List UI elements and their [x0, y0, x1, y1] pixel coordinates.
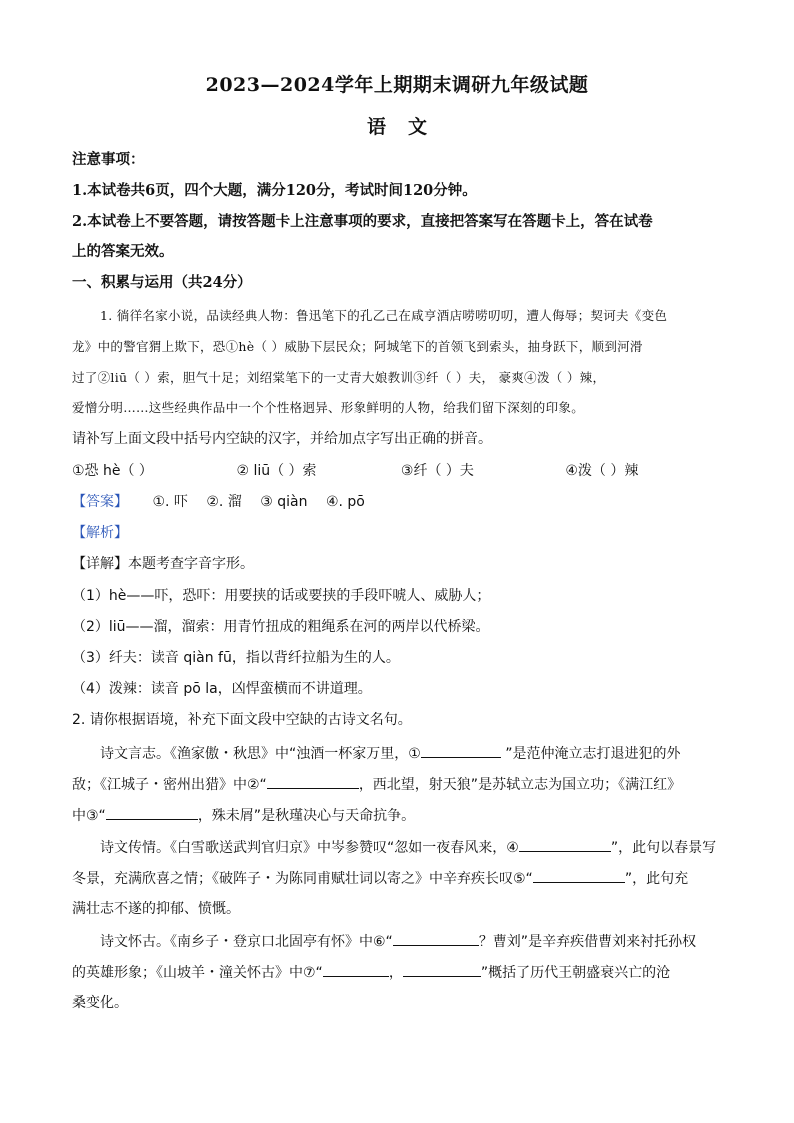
answer-2: ②. 溜: [206, 494, 242, 510]
explanation-1: （1）hè——吓，恐吓：用要挟的话或要挟的手段吓唬人、威胁人；: [72, 588, 491, 604]
q2-prompt: 2. 请你根据语境，补充下面文段中空缺的古诗文名句。: [72, 712, 412, 728]
explanation-4: （4）泼辣：读音 pō la，凶悍蛮横而不讲道理。: [72, 681, 372, 697]
blank-4: [519, 837, 611, 852]
q1-option-1: ①恐 hè（ ）: [72, 463, 153, 479]
q2-p1-line-3: 中③“ ，殊未屑”是秋瑾决心与天命抗争。: [72, 805, 732, 826]
blank-6: [393, 931, 479, 946]
subject-char-1: 语: [366, 116, 386, 138]
notes-item-2-line-2: 上的答案无效。: [72, 243, 174, 260]
blank-3: [106, 805, 198, 820]
analysis-label: 【解析】: [72, 525, 128, 541]
section-1-heading: 一、积累与运用（共24分）: [72, 274, 252, 291]
q2-p3-line-3: 桑变化。: [72, 995, 128, 1011]
blank-7b: [403, 962, 481, 977]
answer-label: 【答案】: [72, 494, 128, 510]
q2-p3-line-2: 的英雄形象；《山坡羊・潼关怀古》中⑦“ ， ”概括了历代王朝盛衰兴亡的沧: [72, 962, 732, 983]
explanation-2: （2）liū——溜，溜索：用青竹扭成的粗绳系在河的两岸以代桥梁。: [72, 619, 490, 635]
exam-title: 2023—2024学年上期期末调研九年级试题: [205, 74, 589, 96]
q2-p1-line-2: 敌；《江城子・密州出猎》中②“ ，西北望，射天狼”是苏轼立志为国立功；《满江红》: [72, 774, 732, 795]
q1-option-3: ③纤（ ）夫: [400, 463, 474, 479]
q2-p2-line-1: 诗文传情。《白雪歌送武判官归京》中岑参赞叹“忽如一夜春风来，④ ”，此句以春景写: [100, 837, 760, 858]
notes-item-2-line-1: 2.本试卷上不要答题，请按答题卡上注意事项的要求，直接把答案写在答题卡上，答在试卷: [72, 213, 653, 230]
q1-options: [72, 461, 732, 481]
q1-option-2: ② liū（ ）索: [236, 463, 317, 479]
q2-p2-line-3: 满壮志不遂的抑郁、愤慨。: [72, 901, 240, 917]
answer-3: ③ qiàn: [260, 494, 308, 510]
q1-passage-line-3: 过了②liū（ ）索，胆气十足；刘绍棠笔下的一丈青大娘教训③纤（ ）夫， 豪爽④泼（ ）辣，: [72, 370, 606, 385]
detail-label: 【详解】本题考查字音字形。: [72, 556, 254, 572]
q1-option-4: ④泼（ ）辣: [565, 463, 639, 479]
q2-p2-line-2: 冬景，充满欣喜之情；《破阵子・为陈同甫赋壮词以寄之》中辛弃疾长叹⑤“ ”，此句充: [72, 868, 732, 889]
subject-title: [0, 112, 794, 139]
blank-7a: [323, 962, 389, 977]
blank-2: [267, 774, 359, 789]
q2-p3-line-1: 诗文怀古。《南乡子・登京口北固亭有怀》中⑥“ ？曹刘”是辛弃疾借曹刘来衬托孙权: [100, 931, 760, 952]
blank-5: [533, 868, 625, 883]
blank-1: [421, 743, 501, 758]
q1-passage-line-2: 龙》中的警官猬上欺下，恐①hè（ ）威胁下层民众；阿城笔下的首领飞到索头，抽身跃下，顺到河滑: [72, 339, 643, 354]
q2-p1-line-1: 诗文言志。《渔家傲・秋思》中“浊酒一杯家万里，① ”是范仲淹立志打退进犯的外: [100, 743, 760, 764]
q1-answer-row: [72, 492, 732, 512]
notes-item-1: 1.本试卷共6页，四个大题，满分120分，考试时间120分钟。: [72, 182, 477, 199]
q1-passage-line-4: 爱憎分明……这些经典作品中一个个性格迥异、形象鲜明的人物，给我们留下深刻的印象。: [72, 400, 585, 415]
answer-4: ④. pō: [325, 494, 365, 510]
answer-1: ①. 吓: [152, 494, 188, 510]
q1-passage-line-1: 1. 徜徉名家小说，品读经典人物：鲁迅笔下的孔乙己在咸亨酒店唠唠叨叨，遭人侮辱；契诃夫《变色: [100, 308, 668, 323]
explanation-3: （3）纤夫：读音 qiàn fū，指以背纤拉船为生的人。: [72, 650, 400, 666]
q1-instruction: 请补写上面文段中括号内空缺的汉字，并给加点字写出正确的拼音。: [72, 431, 492, 447]
subject-char-2: 文: [408, 116, 428, 138]
notes-heading: 注意事项：: [72, 151, 145, 168]
